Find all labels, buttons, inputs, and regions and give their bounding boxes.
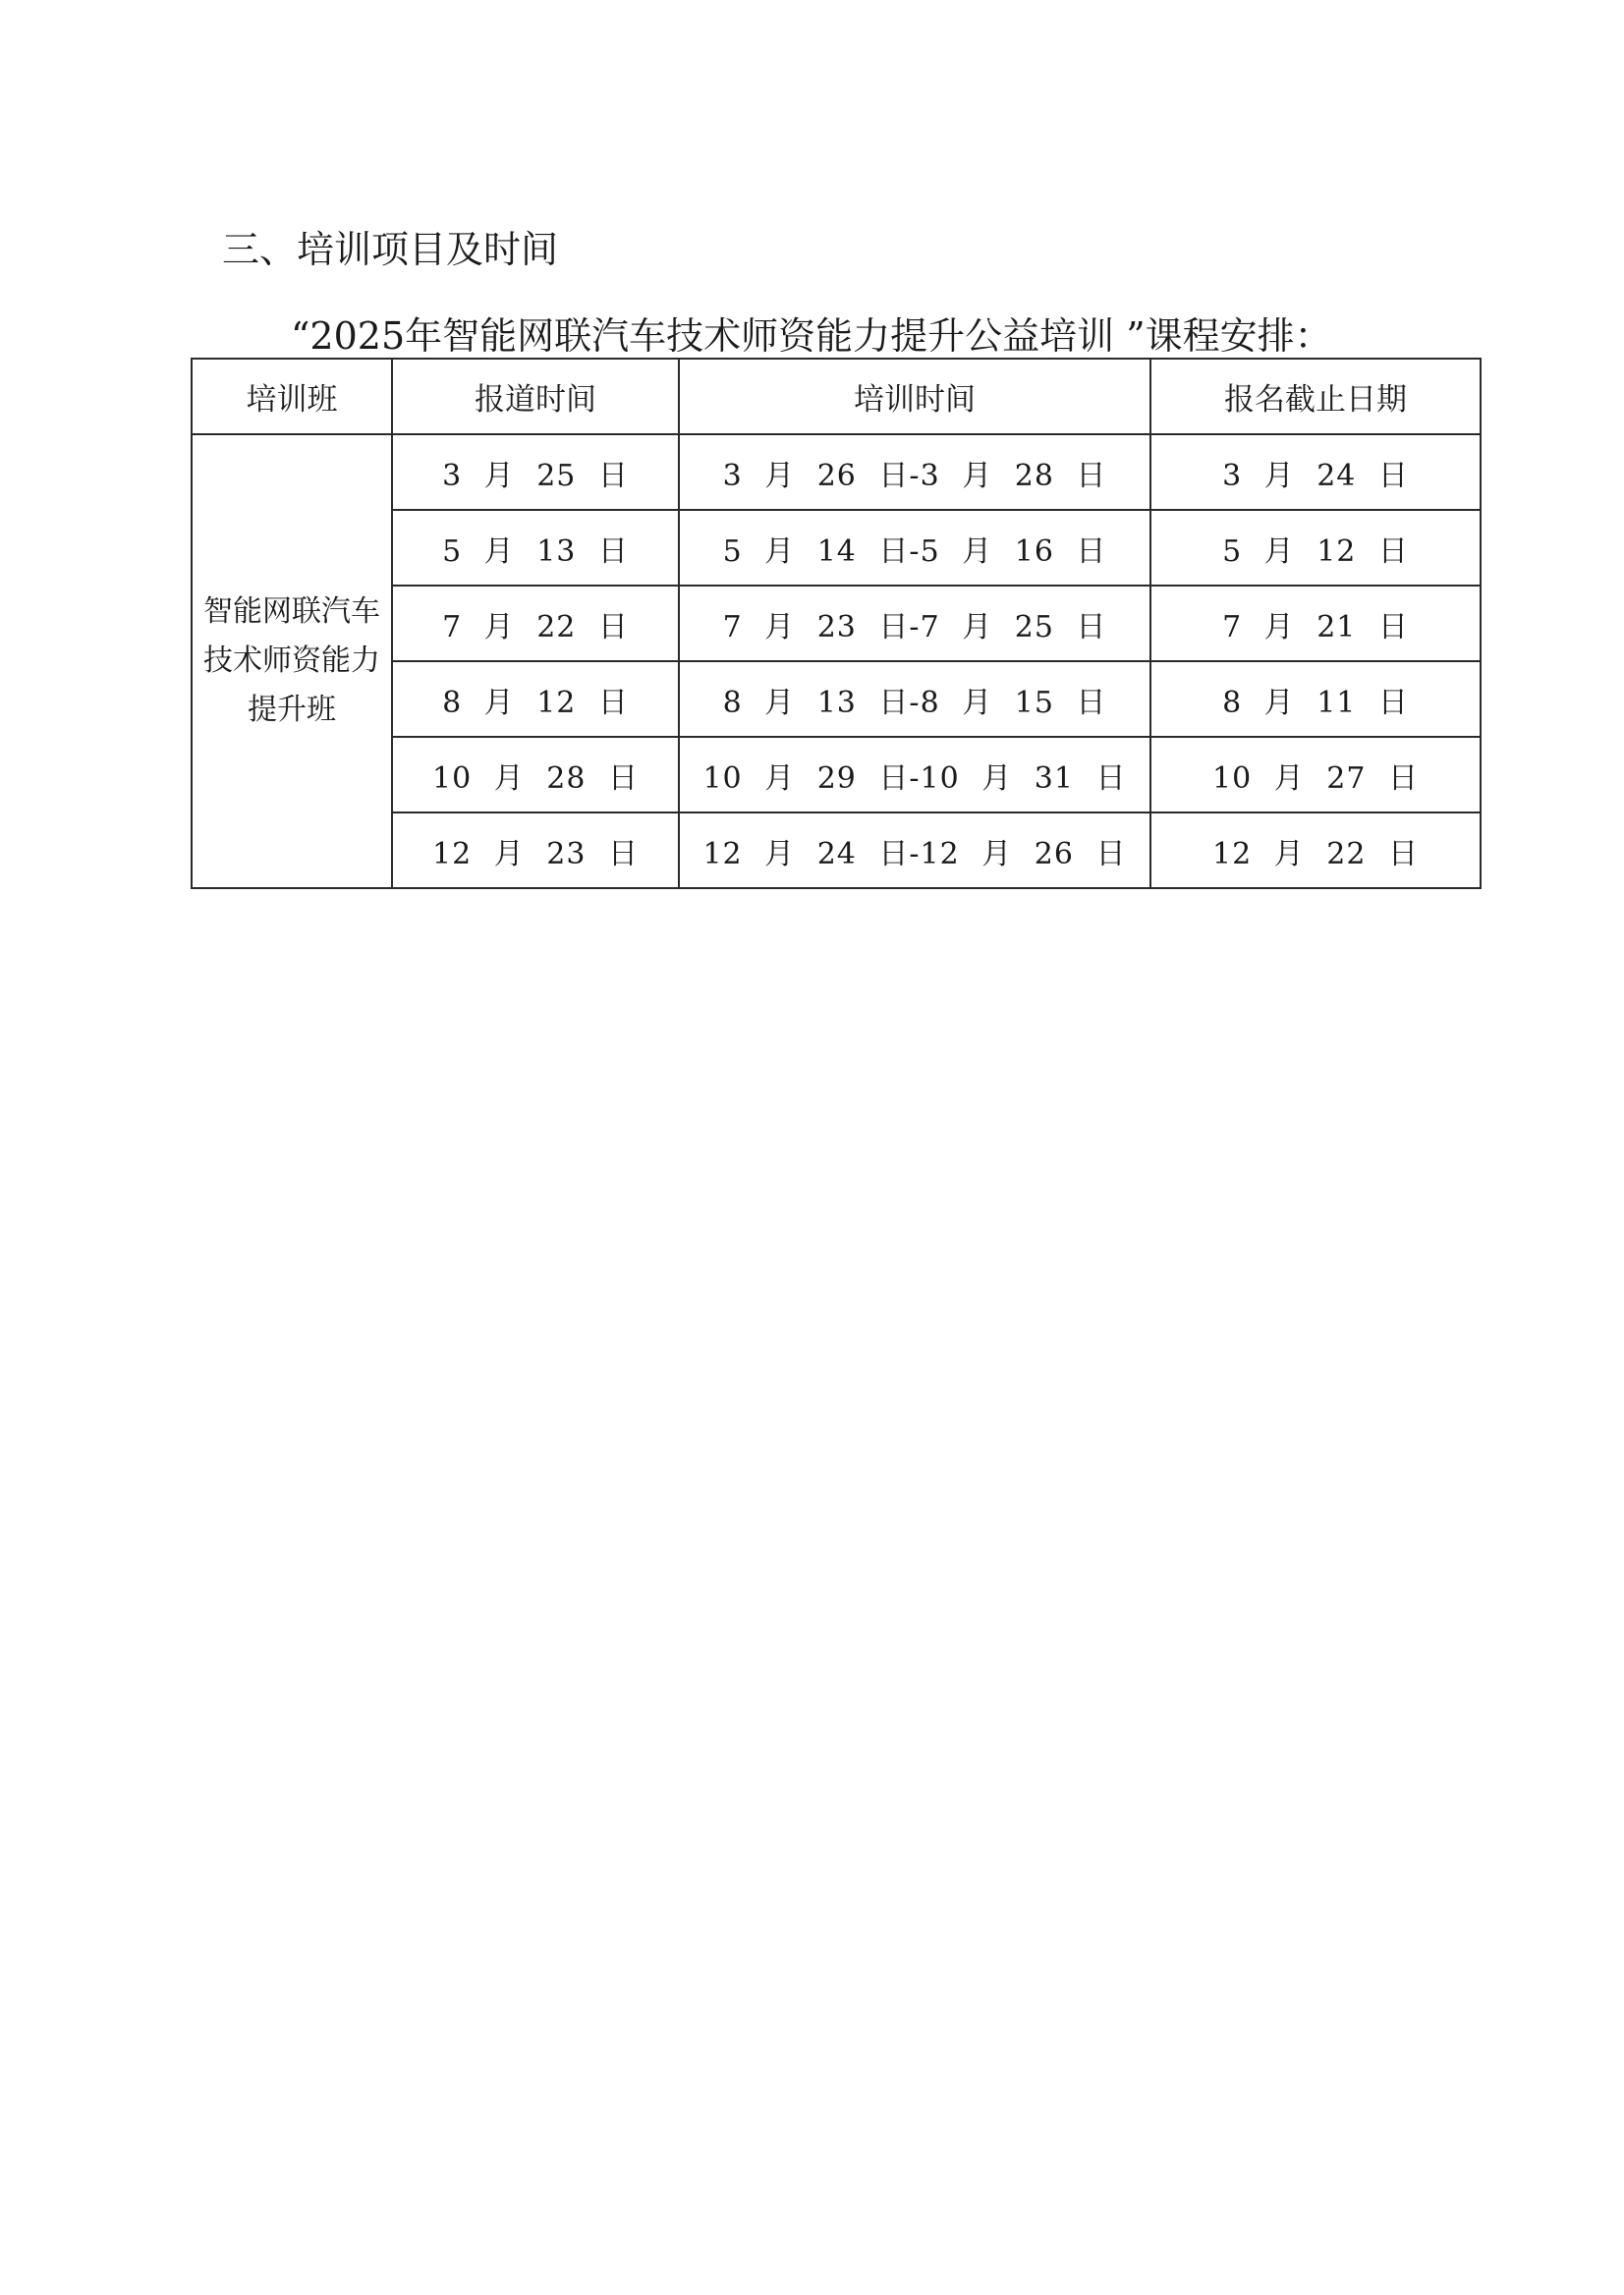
report-date-cell: 5 月 13 日 [392,510,679,586]
deadline-cell: 12 月 22 日 [1150,812,1481,888]
report-date-cell: 3 月 25 日 [392,434,679,510]
header-report-time: 报道时间 [392,359,679,434]
header-training-time: 培训时间 [679,359,1150,434]
deadline-cell: 8 月 11 日 [1150,661,1481,737]
table-row [192,434,1481,510]
training-period-cell: 8 月 13 日-8 月 15 日 [679,661,1150,737]
class-name-line: 智能网联汽车 [203,594,380,629]
report-date-cell: 7 月 22 日 [392,586,679,661]
schedule-caption: “2025年智能网联汽车技术师资能力提升公益培训 ”课程安排： [291,314,1332,358]
training-period-cell: 7 月 23 日-7 月 25 日 [679,586,1150,661]
report-date-cell: 8 月 12 日 [392,661,679,737]
schedule-table [191,358,1482,889]
training-period-cell: 10 月 29 日-10 月 31 日 [679,737,1150,812]
class-name-line: 提升班 [248,693,336,727]
header-deadline: 报名截止日期 [1150,359,1481,434]
deadline-cell: 7 月 21 日 [1150,586,1481,661]
section-heading: 三、培训项目及时间 [222,228,559,271]
deadline-cell: 3 月 24 日 [1150,434,1481,510]
report-date-cell: 12 月 23 日 [392,812,679,888]
training-period-cell: 5 月 14 日-5 月 16 日 [679,510,1150,586]
deadline-cell: 5 月 12 日 [1150,510,1481,586]
training-period-cell: 3 月 26 日-3 月 28 日 [679,434,1150,510]
report-date-cell: 10 月 28 日 [392,737,679,812]
table-header-row [192,359,1481,434]
class-name-cell [192,434,392,888]
header-class: 培训班 [192,359,392,434]
training-period-cell: 12 月 24 日-12 月 26 日 [679,812,1150,888]
class-name-line: 技术师资能力 [203,644,380,678]
deadline-cell: 10 月 27 日 [1150,737,1481,812]
